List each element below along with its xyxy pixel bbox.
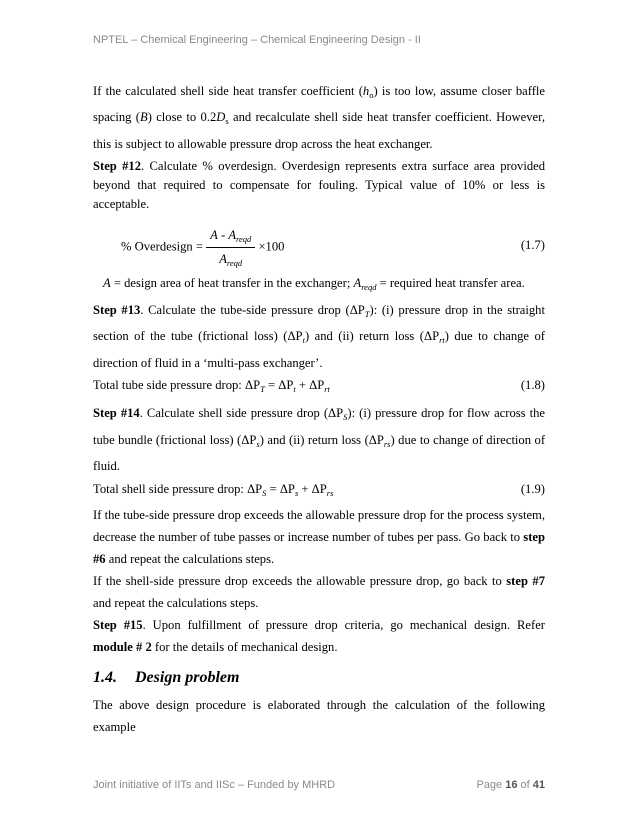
equation-number: (1.9) (520, 481, 545, 496)
document-body (93, 78, 545, 738)
overdesign-fraction: $\frac{A - A_{reqd}}{A_{reqd}}$ (206, 226, 255, 269)
section-heading: 1.4. Design problem (93, 668, 240, 686)
footer-credit: Joint initiative of IITs and IISc – Funded by MHRD (93, 779, 336, 791)
paragraph-shell-side-check: If the shell-side pressure drop exceeds the allowable pressure drop, go back to step #7 and repeat the calculations steps. (93, 573, 545, 610)
step-14: Step #14. Calculate shell side pressure drop $(\Delta P_S)$: (i) pressure drop for flow across the tube bundle (frictional loss) $(\Delta P_s)$ and (ii) return loss $(\Delta P_{rs})$ due to change of direction of fluid. (93, 406, 546, 474)
equation-1-7: % Overdesign = $\frac{A - A_{reqd}}{A_{reqd}}$ ×100 (1.7) (121, 227, 545, 268)
equation-1-8: Total tube side pressure drop: $\Delta P_T = \Delta P_t + \Delta P_{rt}$ (1.8) (93, 378, 545, 395)
paragraph-baffle-spacing: If the calculated shell side heat transfer coefficient $(h_o)$ is too low, assume closer baffle spacing (B) close to $0.2D_s$ and recalculate shell side heat transfer coefficient. However, this is subject to allowable pressure drop across the heat exchanger. (93, 84, 546, 151)
paragraph-tube-side-check: If the tube-side pressure drop exceeds the allowable pressure drop for the process system, decrease the number of tube passes or increase number of tubes per pass. Go back to step #6 and repeat the calculations steps. (93, 507, 545, 566)
equation-number: (1.8) (520, 378, 545, 393)
page-number: Page 16 of 41 (476, 779, 545, 791)
equation-number: (1.7) (520, 237, 545, 252)
step-13: Step #13. Calculate the tube-side pressure drop $(\Delta P_T)$: (i) pressure drop in the straight section of the tube (frictional loss) $(\Delta P_t)$ and (ii) return loss $(\Delta P_{rt})$ due to change of direction of fluid in a ‘multi-pass exchanger’. (93, 302, 545, 370)
page-header: NPTEL – Chemical Engineering – Chemical Engineering Design - II (93, 34, 421, 46)
paragraph-example-intro: The above design procedure is elaborated through the calculation of the following example (93, 697, 545, 734)
step-15: Step #15. Upon fulfillment of pressure drop criteria, go mechanical design. Refer module # 2 for the details of mechanical design. (93, 617, 545, 654)
page-footer (93, 779, 545, 791)
equation-1-7-definitions: A = design area of heat transfer in the exchanger; $A_{reqd}$ = required heat transfer area. (103, 275, 525, 292)
equation-1-9: Total shell side pressure drop: $\Delta P_S = \Delta P_s + \Delta P_{rs}$ (1.9) (93, 481, 545, 498)
step-12: Step #12. Calculate % overdesign. Overdesign represents extra surface area provided beyond that required to compensate for fouling. Typical value of 10% or less is acceptable. (93, 159, 545, 212)
